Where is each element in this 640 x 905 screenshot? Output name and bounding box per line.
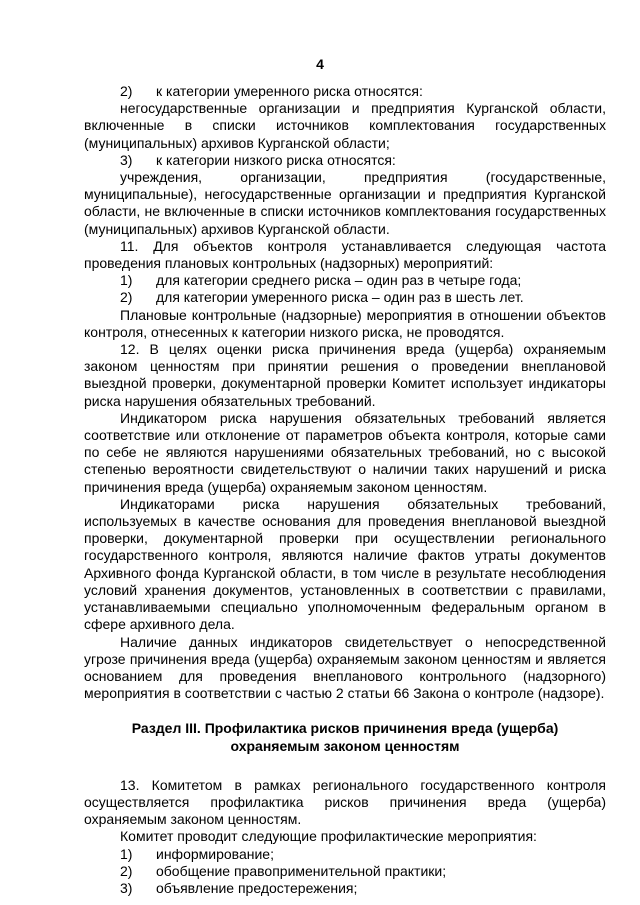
paragraph: Наличие данных индикаторов свидетельствует о непосредственной угрозе причинения вреда (ущерба) охраняемым законом ценностям и является основанием для проведения внепланового контрольного (надзорного) мероприятия в соответствии с частью 2 статьи 66 Закона о контроле (надзоре). (84, 633, 606, 702)
list-item (84, 846, 606, 863)
list-item (84, 880, 606, 897)
paragraphs-bottom (84, 777, 606, 897)
paragraph: Плановые контрольные (надзорные) мероприятия в отношении объектов контроля, отнесенных к категории низкого риска, не проводятся. (84, 306, 606, 340)
section-heading: Раздел III. Профилактика рисков причинения вреда (ущерба) охраняемым законом ценностям (131, 720, 559, 754)
list-number: 2) (120, 862, 133, 879)
list-text: для категории умеренного риска – один раз в шесть лет. (156, 289, 524, 306)
paragraph: негосударственные организации и предприятия Курганской области, включенные в списки источников комплектования государственных (муниципальных) архивов Курганской области; (84, 100, 606, 151)
list-item (84, 83, 606, 100)
list-text: к категории низкого риска относятся: (156, 151, 396, 168)
page-number: 4 (316, 56, 324, 72)
list-text: обобщение правоприменительной практики; (156, 862, 447, 879)
paragraph: Индикаторами риска нарушения обязательных требований, используемых в качестве основания для проведения внеплановой выездной проверки, документарной проверки при осуществлении регионального государственного контроля, являются наличие фактов утраты документов Архивного фонда Курганской области, в том числе в результате несоблюдения условий хранения документов, установленных в соответствии с правилами, устанавливаемыми специально уполномоченным федеральным органом в сфере архивного дела. (84, 495, 606, 633)
list-item (84, 272, 606, 289)
list-text: объявление предостережения; (156, 879, 358, 896)
list-item (84, 863, 606, 880)
paragraph: 13. Комитетом в рамках регионального государственного контроля осуществляется профилактика рисков причинения вреда (ущерба) охраняемым законом ценностям. (84, 776, 606, 828)
list-number: 1) (120, 845, 133, 862)
paragraph: 11. Для объектов контроля устанавливается следующая частота проведения плановых контрольных (надзорных) мероприятий: (84, 237, 606, 272)
paragraph: Комитет проводит следующие профилактические мероприятия: (120, 828, 537, 845)
paragraphs-top (84, 83, 606, 702)
list-text: для категории среднего риска – один раз в четыре года; (156, 272, 522, 289)
list-number: 2) (120, 83, 133, 99)
list-number: 2) (120, 289, 133, 306)
list-number: 1) (120, 272, 133, 289)
paragraph: учреждения, организации, предприятия (государственные, муниципальные), негосударственные организации и предприятия Курганской области, не включенные в списки источников комплектования государственных (муниципальных) архивов Курганской области. (84, 169, 606, 237)
list-text: информирование; (156, 845, 274, 862)
paragraph: 12. В целях оценки риска причинения вреда (ущерба) охраняемым законом ценностям при принятии решения о проведении внеплановой выездной проверки, документарной проверки Комитет использует индикаторы риска нарушения обязательных требований. (84, 341, 606, 409)
list-number: 3) (120, 879, 133, 896)
document-body (84, 83, 606, 897)
list-number: 3) (120, 151, 133, 168)
list-item (84, 152, 606, 169)
list-text: к категории умеренного риска относятся: (156, 83, 423, 99)
list-item (84, 289, 606, 306)
paragraph: Индикатором риска нарушения обязательных требований является соответствие или отклонение от параметров объекта контроля, которые сами по себе не являются нарушениями обязательных требований, но с высокой степенью вероятности свидетельствуют о наличии таких нарушений и риска причинения вреда (ущерба) охраняемым законом ценностям. (84, 409, 606, 495)
